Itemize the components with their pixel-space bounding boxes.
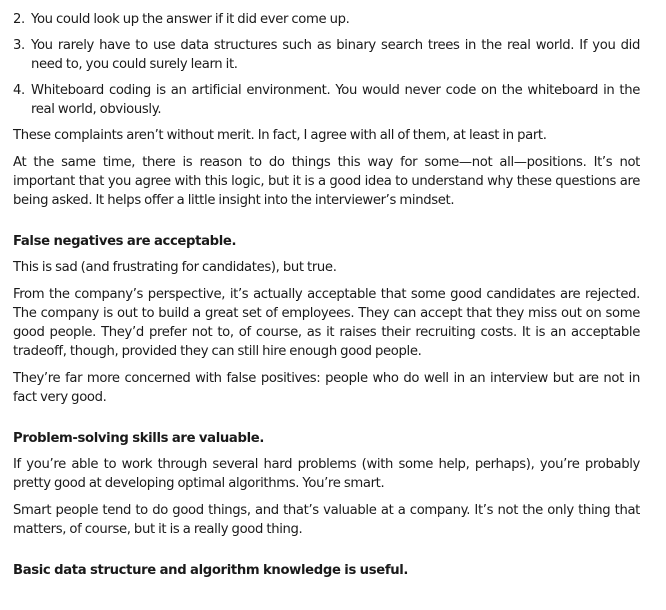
list-item-text: You rarely have to use data structures such as binary search trees in the real world. If you did need to, you could surely learn it. (31, 38, 640, 72)
paragraph: If you’re able to work through several hard problems (with some help, perhaps), you’re probably pretty good at developing optimal algorithms. You’re smart. (13, 457, 640, 491)
section-heading: False negatives are acceptable. (13, 234, 237, 249)
paragraph: They’re far more concerned with false positives: people who do well in an interview but are not in fact very good. (13, 371, 640, 405)
numbered-list (13, 10, 640, 119)
paragraph: These complaints aren’t without merit. In fact, I agree with all of them, at least in part. (13, 128, 547, 143)
list-item-text: Whiteboard coding is an artificial environment. You would never code on the whiteboard in the real world, obviously. (31, 83, 640, 117)
list-number: 4. (13, 83, 25, 98)
paragraph: Smart people tend to do good things, and that’s valuable at a company. It’s not the only thing that matters, of course, but it is a really good thing. (13, 503, 640, 537)
paragraph: From the company’s perspective, it’s actually acceptable that some good candidates are rejected. The company is out to build a great set of employees. They can accept that they miss out on some good people. They’d prefer not to, of course, as it raises their recruiting costs. It is an acceptable tradeoff, though, provided they can still hire enough good people. (13, 287, 640, 359)
paragraph: At the same time, there is reason to do things this way for some—not all—positions. It’s not important that you agree with this logic, but it is a good idea to understand why these questions are being asked. It helps offer a little insight into the interviewer’s mindset. (13, 155, 640, 208)
section-heading: Problem-solving skills are valuable. (13, 431, 264, 446)
paragraph: This is sad (and frustrating for candidates), but true. (13, 260, 337, 275)
list-item (13, 10, 640, 29)
list-number: 3. (13, 38, 25, 53)
document-page (13, 10, 640, 587)
list-number: 2. (13, 12, 25, 27)
list-item (13, 36, 640, 74)
list-item (13, 81, 640, 119)
section-heading: Basic data structure and algorithm knowledge is useful. (13, 563, 409, 578)
list-item-text: You could look up the answer if it did ever come up. (31, 12, 350, 27)
